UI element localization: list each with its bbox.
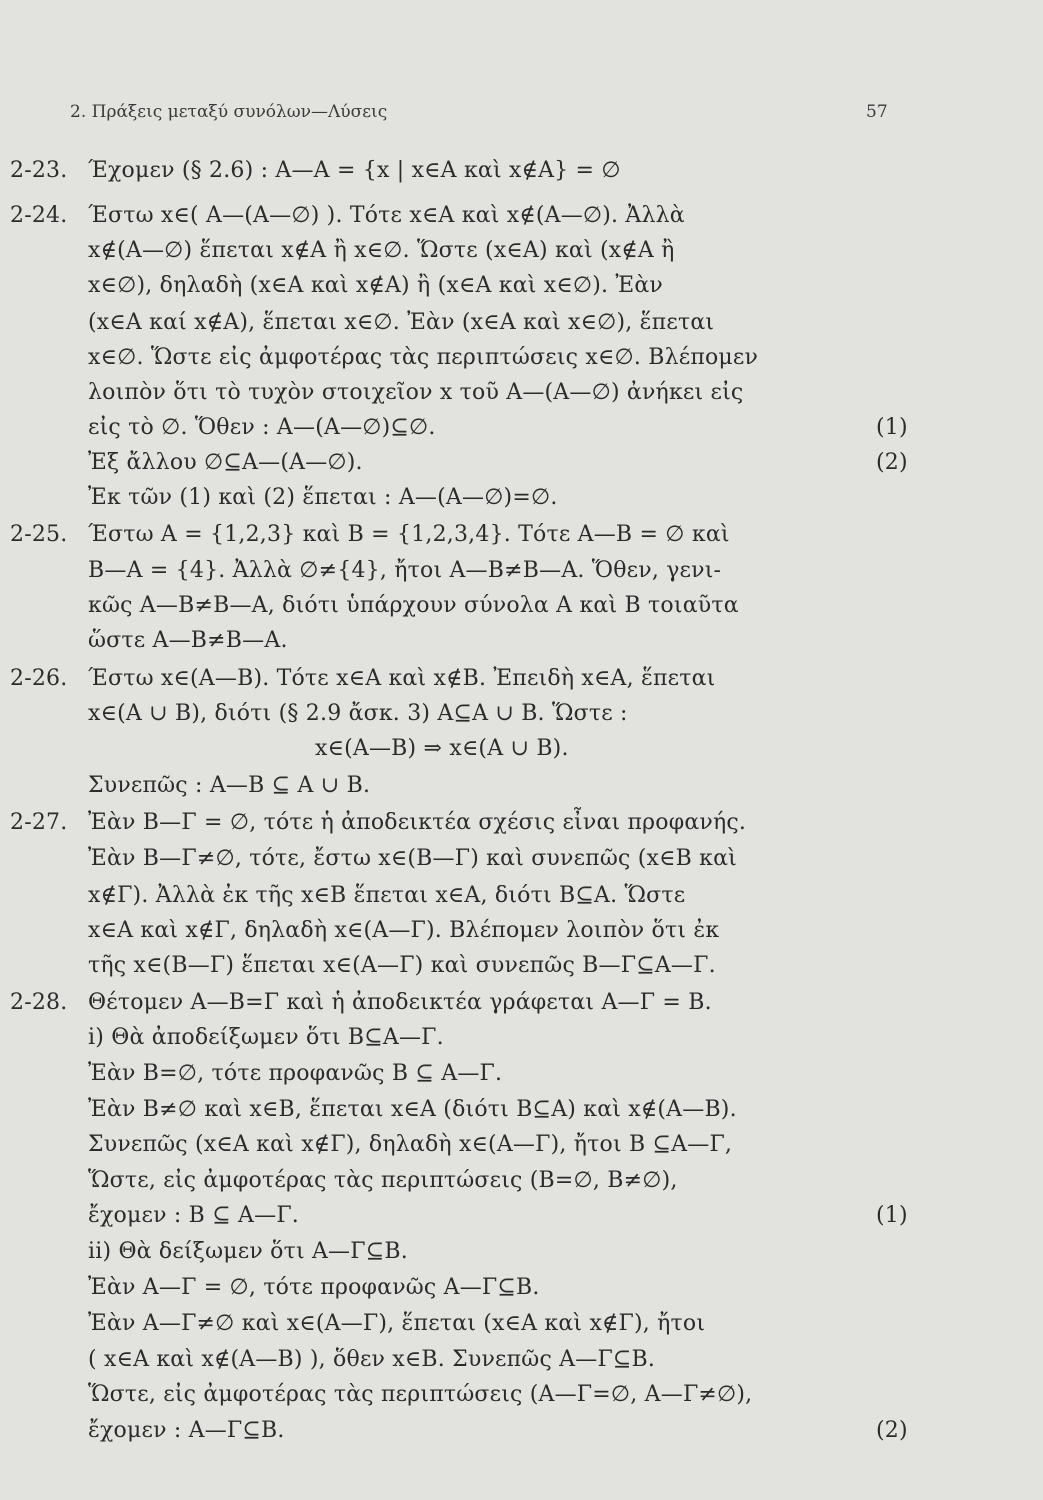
- page-number: 57: [866, 102, 888, 122]
- line-text: x∈(Α—Β) ⇒ x∈(Α ∪ Β).: [315, 736, 569, 761]
- text-line: [0, 1063, 1043, 1091]
- line-text: Ἐὰν Β—Γ≠∅, τότε, ἔστω x∈(Β—Γ) καὶ συνεπῶς (x∈Β καὶ: [88, 846, 737, 871]
- text-line: [0, 347, 1043, 375]
- line-text: Έχομεν (§ 2.6) : Α—Α = {x | x∈Α καὶ x∉Α} = ∅: [88, 158, 621, 183]
- text-line: [0, 630, 1043, 658]
- exercise-number: 2-23.: [10, 158, 68, 183]
- exercise-number: 2-28.: [10, 990, 68, 1015]
- line-text: Έστω x∈( Α—(Α—∅) ). Τότε x∈Α καὶ x∉(Α—∅). Ἀλλὰ: [88, 203, 685, 228]
- line-text: Θέτομεν Α—Β=Γ καὶ ἡ ἀποδεικτέα γράφεται Α—Γ = Β.: [88, 990, 712, 1015]
- line-text: Έστω x∈(Α—Β). Τότε x∈Α καὶ x∉Β. Ἐπειδὴ x∈Α, ἕπεται: [88, 666, 716, 691]
- text-line: [0, 812, 1043, 840]
- text-line: [0, 1170, 1043, 1198]
- line-text: x∈∅), δηλαδὴ (x∈Α καὶ x∉Α) ἢ (x∈Α καὶ x∈∅). Ἐὰν: [88, 273, 663, 298]
- text-line: [0, 312, 1043, 340]
- text-line: [0, 275, 1043, 303]
- text-line: [0, 417, 1043, 445]
- text-line: [0, 595, 1043, 623]
- line-text: Έστω Α = {1,2,3} καὶ Β = {1,2,3,4}. Τότε Α—Β = ∅ καὶ: [88, 522, 730, 547]
- text-line: [0, 1134, 1043, 1162]
- line-text: ἔχομεν : Α—Γ⊆Β.: [88, 1418, 285, 1443]
- exercise-number: 2-25.: [10, 522, 68, 547]
- text-line: [0, 738, 1043, 766]
- text-line: [0, 1313, 1043, 1341]
- line-text: (x∈Α καί x∉Α), ἕπεται x∈∅. Ἐὰν (x∈Α καὶ x∈∅), ἕπεται: [88, 310, 715, 335]
- line-text: Ἐὰν Β—Γ = ∅, τότε ἡ ἀποδεικτέα σχέσις εἶναι προφανής.: [88, 810, 747, 835]
- line-text: Ὥστε, εἰς ἀμφοτέρας τὰς περιπτώσεις (Α—Γ=∅, Α—Γ≠∅),: [88, 1382, 753, 1407]
- exercise-number: 2-27.: [10, 810, 68, 835]
- text-line: [0, 992, 1043, 1020]
- text-line: [0, 205, 1043, 233]
- line-text: Ὥστε, εἰς ἀμφοτέρας τὰς περιπτώσεις (Β=∅, Β≠∅),: [88, 1168, 678, 1193]
- text-line: [0, 382, 1043, 410]
- line-text: ἔχομεν : Β ⊆ Α—Γ.: [88, 1203, 299, 1228]
- text-line: [0, 560, 1043, 588]
- line-text: x∈∅. Ὥστε εἰς ἀμφοτέρας τὰς περιπτώσεις x∈∅. Βλέπομεν: [88, 345, 759, 370]
- text-line: [0, 1205, 1043, 1233]
- running-header: 2. Πράξεις μεταξύ συνόλων—Λύσεις: [70, 102, 388, 122]
- line-text: Ἐὰν Α—Γ≠∅ καὶ x∈(Α—Γ), ἕπεται (x∈Α καὶ x∉Γ), ἤτοι: [88, 1311, 706, 1336]
- line-text: x∈Α καὶ x∉Γ, δηλαδὴ x∈(Α—Γ). Βλέπομεν λοιπὸν ὅτι ἐκ: [88, 918, 720, 943]
- text-line: [0, 452, 1043, 480]
- line-text: Ἐξ ἄλλου ∅⊆Α—(Α—∅).: [88, 450, 363, 475]
- text-line: [0, 160, 1043, 188]
- line-text: Ἐκ τῶν (1) καὶ (2) ἕπεται : Α—(Α—∅)=∅.: [88, 485, 558, 510]
- text-line: [0, 487, 1043, 515]
- text-line: [0, 1241, 1043, 1269]
- line-text: x∈(Α ∪ Β), διότι (§ 2.9 ἄσκ. 3) Α⊆Α ∪ Β. Ὥστε :: [88, 701, 628, 726]
- text-line: [0, 1027, 1043, 1055]
- line-text: ii) Θὰ δείξωμεν ὅτι Α—Γ⊆Β.: [88, 1239, 408, 1264]
- line-text: Ἐὰν Β=∅, τότε προφανῶς Β ⊆ Α—Γ.: [88, 1061, 503, 1086]
- text-line: [0, 885, 1043, 913]
- line-text: Συνεπῶς (x∈Α καὶ x∉Γ), δηλαδὴ x∈(Α—Γ), ἤτοι Β ⊆Α—Γ,: [88, 1132, 733, 1157]
- line-text: κῶς Α—Β≠Β—Α, διότι ὑπάρχουν σύνολα Α καὶ Β τοιαῦτα: [88, 593, 739, 618]
- text-line: [0, 240, 1043, 268]
- text-line: [0, 1384, 1043, 1412]
- text-line: [0, 955, 1043, 983]
- exercise-number: 2-24.: [10, 203, 68, 228]
- text-line: [0, 920, 1043, 948]
- text-line: [0, 1349, 1043, 1377]
- text-line: [0, 1420, 1043, 1448]
- text-line: [0, 524, 1043, 552]
- text-line: [0, 848, 1043, 876]
- line-text: Ἐὰν Α—Γ = ∅, τότε προφανῶς Α—Γ⊆Β.: [88, 1275, 540, 1300]
- equation-tag: (2): [876, 1418, 908, 1443]
- equation-tag: (2): [876, 450, 908, 475]
- exercise-number: 2-26.: [10, 666, 68, 691]
- text-line: [0, 668, 1043, 696]
- equation-tag: (1): [876, 1203, 908, 1228]
- line-text: Β—Α = {4}. Ἀλλὰ ∅≠{4}, ἤτοι Α—Β≠Β—Α. Ὅθεν, γενι-: [88, 558, 722, 583]
- text-line: [0, 775, 1043, 803]
- text-line: [0, 703, 1043, 731]
- line-text: Ἐὰν Β≠∅ καὶ x∈Β, ἕπεται x∈Α (διότι Β⊆Α) καὶ x∉(Α—Β).: [88, 1097, 737, 1122]
- line-text: x∉(Α—∅) ἕπεται x∉Α ἢ x∈∅. Ὥστε (x∈Α) καὶ (x∉Α ἢ: [88, 238, 675, 263]
- line-text: ὥστε Α—Β≠Β—Α.: [88, 628, 288, 653]
- text-line: [0, 1277, 1043, 1305]
- line-text: εἰς τὸ ∅. Ὅθεν : Α—(Α—∅)⊆∅.: [88, 415, 436, 440]
- text-line: [0, 1099, 1043, 1127]
- line-text: τῆς x∈(Β—Γ) ἕπεται x∈(Α—Γ) καὶ συνεπῶς Β—Γ⊆Α—Γ.: [88, 953, 716, 978]
- line-text: i) Θὰ ἀποδείξωμεν ὅτι Β⊆Α—Γ.: [88, 1025, 444, 1050]
- line-text: Συνεπῶς : Α—Β ⊆ Α ∪ Β.: [88, 773, 371, 798]
- line-text: ( x∈Α καὶ x∉(Α—Β) ), ὅθεν x∈Β. Συνεπῶς Α—Γ⊆Β.: [88, 1347, 656, 1372]
- line-text: λοιπὸν ὅτι τὸ τυχὸν στοιχεῖον x τοῦ Α—(Α—∅) ἀνήκει εἰς: [88, 380, 744, 405]
- equation-tag: (1): [876, 415, 908, 440]
- line-text: x∉Γ). Ἀλλὰ ἐκ τῆς x∈Β ἕπεται x∈Α, διότι Β⊆Α. Ὥστε: [88, 883, 686, 908]
